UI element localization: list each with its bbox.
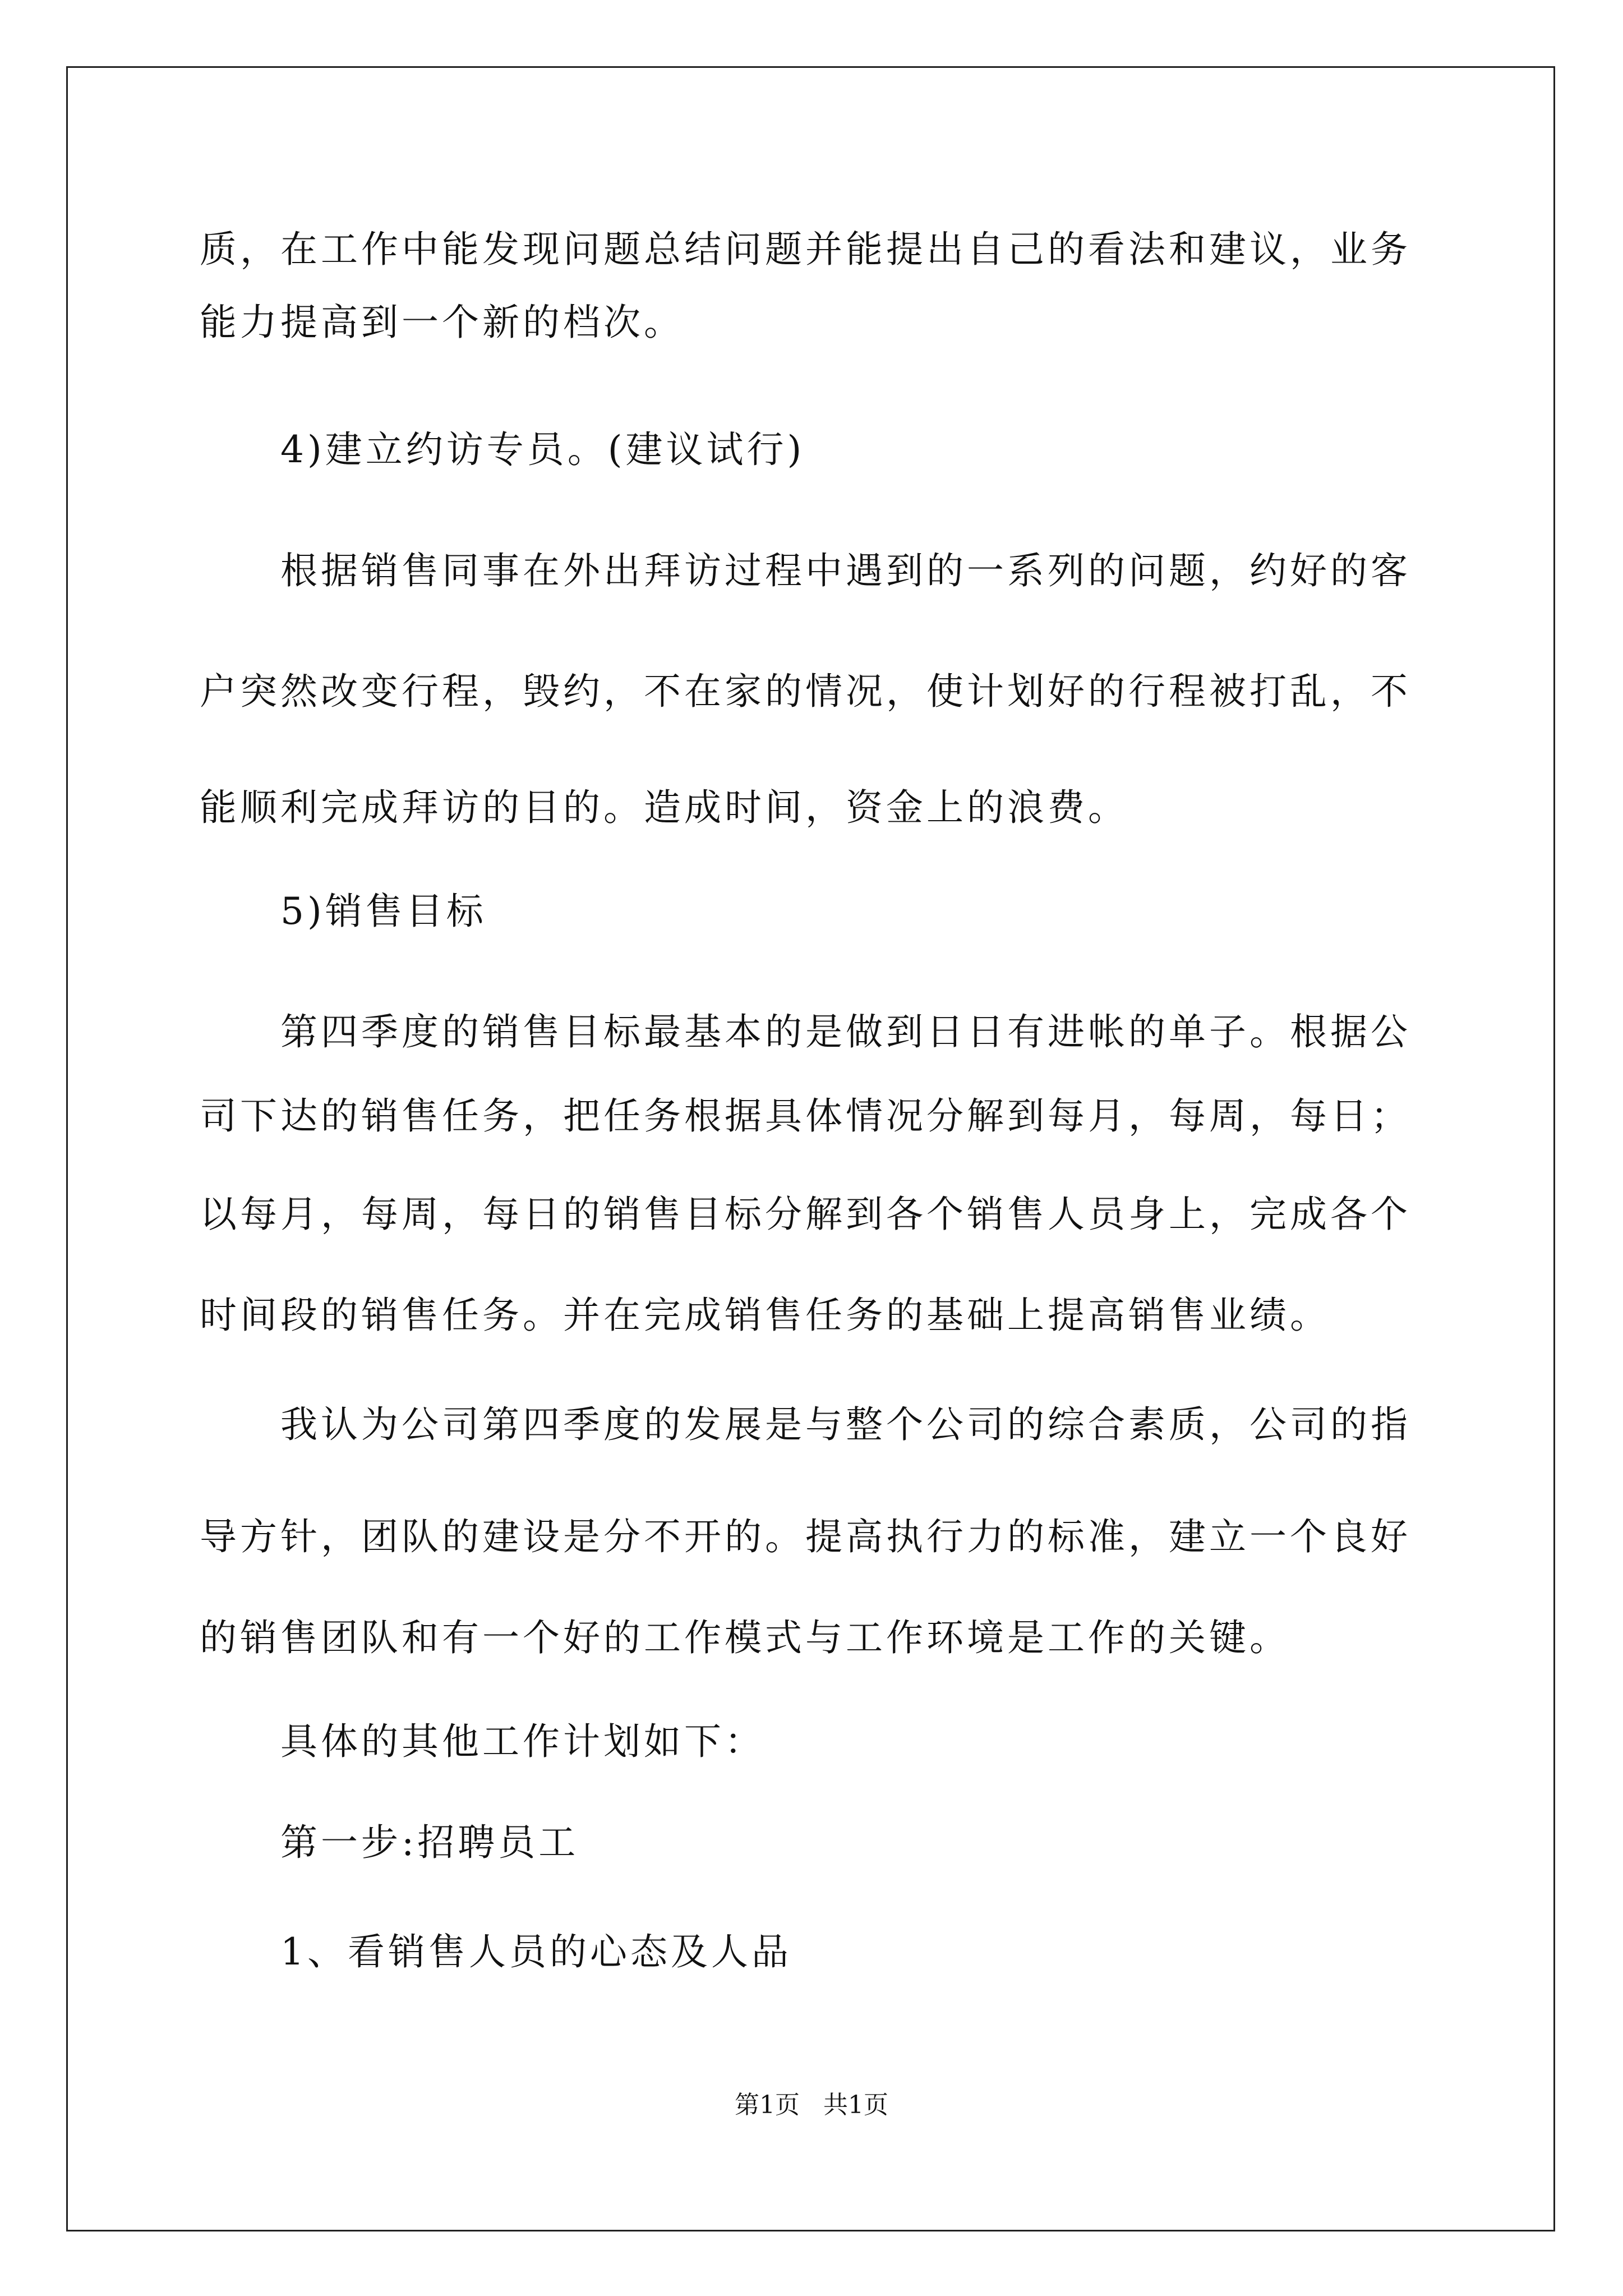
text-line-6: 能顺利完成拜访的目的。造成时间，资金上的浪费。 bbox=[200, 786, 1128, 829]
text-line-7: 5)销售目标 bbox=[280, 890, 487, 933]
text-line-17: 1、看销售人员的心态及人品 bbox=[280, 1930, 792, 1973]
text-line-2: 能力提高到一个新的档次。 bbox=[200, 301, 684, 344]
text-line-8: 第四季度的销售目标最基本的是做到日日有进帐的单子。根据公 bbox=[280, 1010, 1411, 1053]
text-line-15: 具体的其他工作计划如下： bbox=[280, 1720, 765, 1763]
page-footer: 第1页 共1页 bbox=[735, 2091, 888, 2119]
text-line-14: 的销售团队和有一个好的工作模式与工作环境是工作的关键。 bbox=[200, 1616, 1290, 1659]
text-line-13: 导方针，团队的建设是分不开的。提高执行力的标准，建立一个良好 bbox=[200, 1515, 1411, 1558]
text-line-11: 时间段的销售任务。并在完成销售任务的基础上提高销售业绩。 bbox=[200, 1294, 1330, 1337]
text-line-12: 我认为公司第四季度的发展是与整个公司的综合素质，公司的指 bbox=[280, 1403, 1411, 1446]
text-line-4: 根据销售同事在外出拜访过程中遇到的一系列的问题，约好的客 bbox=[280, 549, 1411, 592]
text-line-3: 4)建立约访专员。(建议试行) bbox=[280, 428, 805, 471]
page-border bbox=[66, 66, 1555, 2231]
text-line-9: 司下达的销售任务，把任务根据具体情况分解到每月，每周，每日； bbox=[200, 1094, 1411, 1138]
text-line-10: 以每月，每周，每日的销售目标分解到各个销售人员身上，完成各个 bbox=[200, 1193, 1411, 1236]
text-line-16: 第一步:招聘员工 bbox=[280, 1821, 579, 1864]
text-line-5: 户突然改变行程，毁约，不在家的情况，使计划好的行程被打乱，不 bbox=[200, 670, 1411, 713]
text-line-1: 质，在工作中能发现问题总结问题并能提出自己的看法和建议，业务 bbox=[200, 228, 1411, 271]
